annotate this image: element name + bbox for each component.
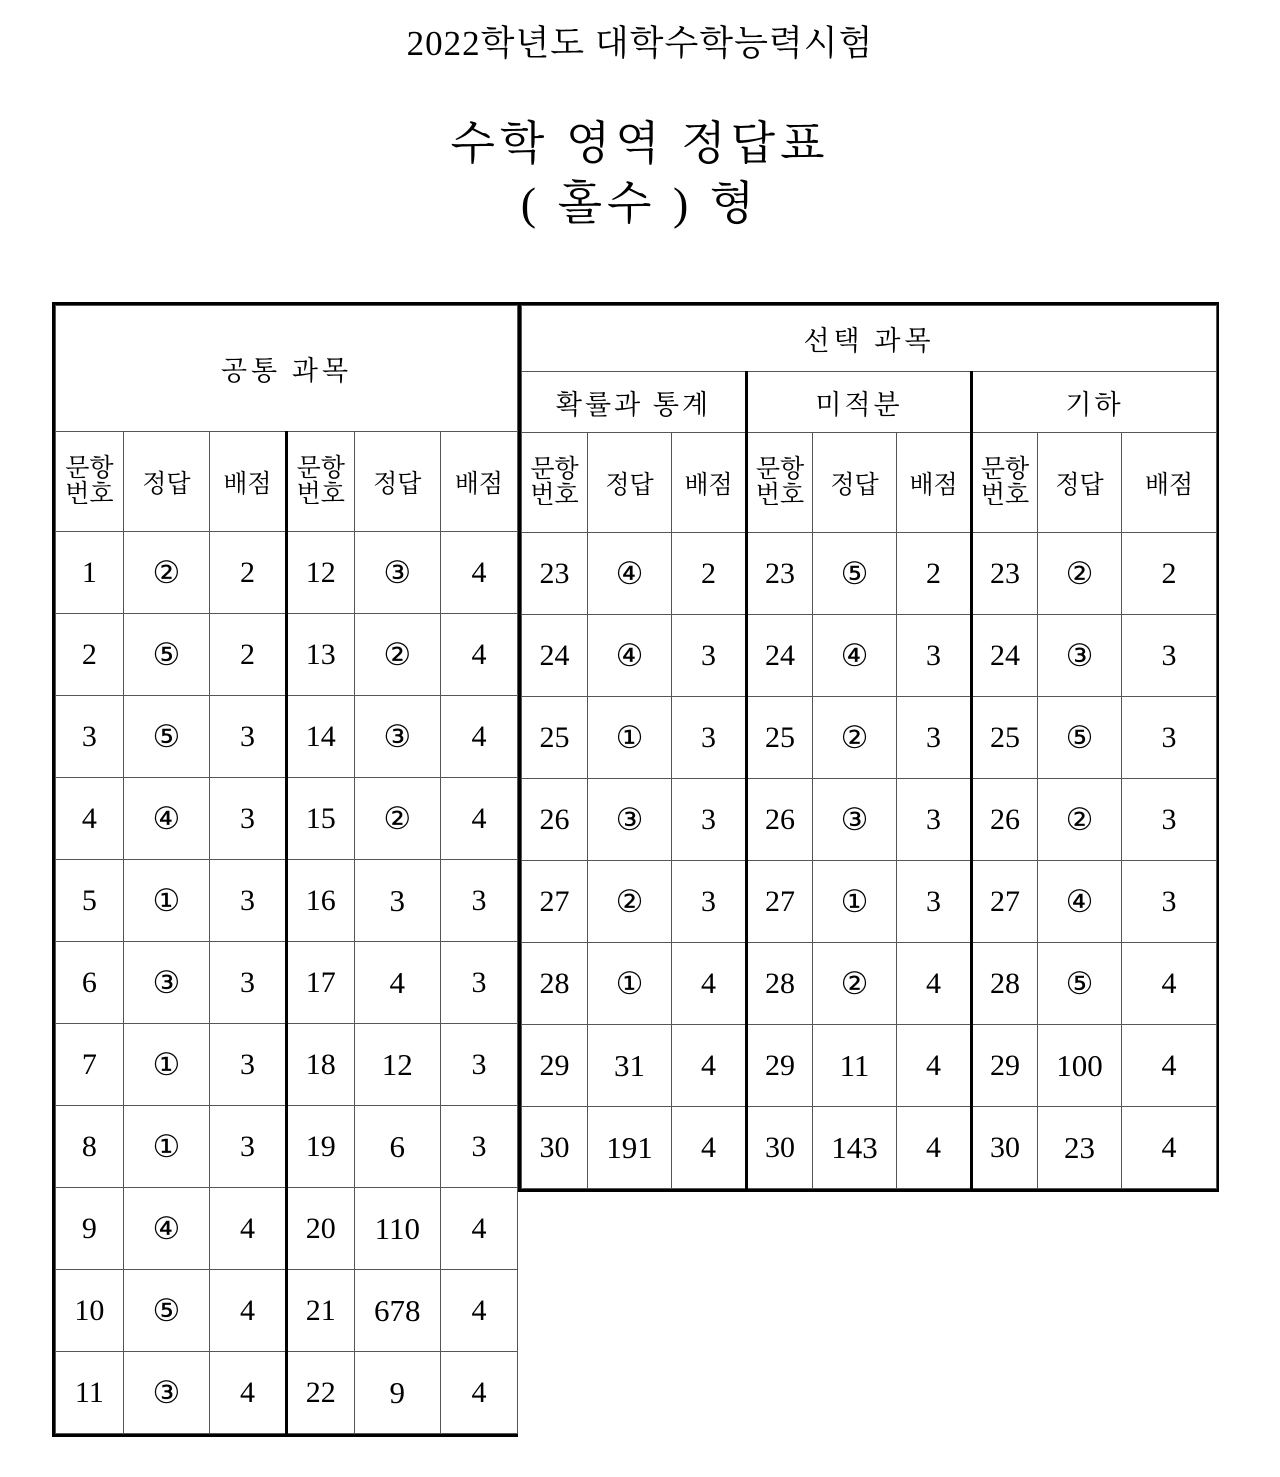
cell-question-number: 24	[972, 615, 1038, 697]
col-header-answer: 정답	[1038, 433, 1122, 533]
cell-score: 4	[440, 1188, 517, 1270]
cell-score: 2	[897, 533, 972, 615]
common-subjects-block	[52, 302, 518, 1437]
form-type-title: ( 홀수 ) 형	[520, 177, 760, 229]
col-header-score: 배점	[897, 433, 972, 533]
cell-score: 3	[209, 1024, 286, 1106]
cell-answer: ④	[588, 615, 672, 697]
cell-question-number: 9	[56, 1188, 124, 1270]
col-header-score: 배점	[1122, 433, 1217, 533]
cell-question-number: 11	[56, 1352, 124, 1434]
cell-answer: 9	[354, 1352, 440, 1434]
cell-answer: ①	[123, 860, 209, 942]
common-subjects-table	[55, 305, 518, 1434]
elective-table-body	[522, 533, 1217, 1189]
cell-score: 3	[440, 1106, 517, 1188]
cell-score: 4	[897, 1107, 972, 1189]
cell-score: 3	[672, 861, 747, 943]
cell-question-number: 22	[286, 1352, 354, 1434]
cell-question-number: 15	[286, 778, 354, 860]
elective-subjects-table	[521, 305, 1217, 1189]
cell-question-number: 23	[972, 533, 1038, 615]
cell-question-number: 29	[522, 1025, 588, 1107]
subject-header-geometry: 기하	[972, 372, 1217, 433]
col-header-number-line2: 번호	[755, 481, 805, 509]
table-row	[56, 696, 518, 778]
cell-answer: ①	[123, 1024, 209, 1106]
cell-question-number: 10	[56, 1270, 124, 1352]
col-header-number-line2: 번호	[65, 480, 114, 508]
cell-answer: ⑤	[123, 696, 209, 778]
exam-year-title: 2022학년도 대학수학능력시험	[406, 24, 874, 63]
cell-answer: ⑤	[813, 533, 897, 615]
col-header-number-line1: 문항	[296, 454, 345, 482]
cell-question-number: 25	[522, 697, 588, 779]
cell-answer: ①	[123, 1106, 209, 1188]
cell-answer: ④	[1038, 861, 1122, 943]
cell-question-number: 13	[286, 614, 354, 696]
elective-subjects-block	[518, 302, 1219, 1192]
cell-score: 4	[1122, 1025, 1217, 1107]
col-header-number	[522, 433, 588, 533]
cell-question-number: 30	[747, 1107, 813, 1189]
cell-score: 4	[897, 1025, 972, 1107]
cell-question-number: 25	[747, 697, 813, 779]
cell-score: 3	[209, 860, 286, 942]
cell-question-number: 12	[286, 532, 354, 614]
cell-answer: ⑤	[1038, 697, 1122, 779]
cell-answer: ④	[123, 778, 209, 860]
cell-question-number: 18	[286, 1024, 354, 1106]
table-row	[56, 1352, 518, 1434]
cell-answer: ③	[123, 942, 209, 1024]
col-header-answer: 정답	[123, 432, 209, 532]
cell-question-number: 4	[56, 778, 124, 860]
cell-score: 3	[672, 779, 747, 861]
cell-question-number: 6	[56, 942, 124, 1024]
col-header-answer: 정답	[813, 433, 897, 533]
cell-answer: ③	[588, 779, 672, 861]
cell-answer: ①	[588, 697, 672, 779]
subject-header-calculus: 미적분	[747, 372, 972, 433]
cell-score: 4	[209, 1270, 286, 1352]
col-header-answer: 정답	[588, 433, 672, 533]
cell-answer: ④	[813, 615, 897, 697]
title-block	[0, 0, 1280, 233]
cell-question-number: 8	[56, 1106, 124, 1188]
cell-score: 3	[897, 779, 972, 861]
cell-question-number: 27	[522, 861, 588, 943]
table-row	[522, 779, 1217, 861]
cell-question-number: 1	[56, 532, 124, 614]
table-row	[56, 778, 518, 860]
cell-question-number: 28	[522, 943, 588, 1025]
cell-answer: ④	[123, 1188, 209, 1270]
col-header-number	[286, 432, 354, 532]
cell-answer: 6	[354, 1106, 440, 1188]
cell-score: 3	[672, 615, 747, 697]
cell-question-number: 19	[286, 1106, 354, 1188]
table-row	[56, 1188, 518, 1270]
cell-question-number: 23	[522, 533, 588, 615]
cell-answer: 678	[354, 1270, 440, 1352]
col-header-number-line2: 번호	[296, 480, 345, 508]
col-header-score: 배점	[209, 432, 286, 532]
cell-answer: 100	[1038, 1025, 1122, 1107]
cell-question-number: 5	[56, 860, 124, 942]
cell-answer: ②	[1038, 533, 1122, 615]
cell-answer: ②	[123, 532, 209, 614]
table-row	[522, 615, 1217, 697]
cell-score: 3	[897, 697, 972, 779]
cell-question-number: 26	[522, 779, 588, 861]
cell-answer: ①	[588, 943, 672, 1025]
cell-answer: 191	[588, 1107, 672, 1189]
cell-score: 4	[440, 614, 517, 696]
cell-score: 4	[440, 696, 517, 778]
cell-score: 4	[440, 532, 517, 614]
col-header-number-line1: 문항	[980, 455, 1030, 483]
table-row	[522, 533, 1217, 615]
cell-question-number: 27	[972, 861, 1038, 943]
cell-answer: ③	[354, 696, 440, 778]
cell-answer: 3	[354, 860, 440, 942]
cell-score: 2	[209, 532, 286, 614]
table-row	[56, 614, 518, 696]
cell-score: 3	[1122, 615, 1217, 697]
table-row	[522, 861, 1217, 943]
common-table-body	[56, 532, 518, 1434]
cell-answer: ⑤	[123, 614, 209, 696]
cell-answer: 31	[588, 1025, 672, 1107]
cell-answer: 110	[354, 1188, 440, 1270]
cell-question-number: 27	[747, 861, 813, 943]
cell-question-number: 28	[747, 943, 813, 1025]
cell-question-number: 14	[286, 696, 354, 778]
cell-score: 4	[672, 1025, 747, 1107]
col-header-answer: 정답	[354, 432, 440, 532]
cell-answer: ②	[354, 778, 440, 860]
cell-score: 4	[440, 778, 517, 860]
cell-score: 3	[440, 860, 517, 942]
cell-score: 3	[440, 942, 517, 1024]
table-row	[522, 1025, 1217, 1107]
cell-answer: ②	[588, 861, 672, 943]
cell-question-number: 25	[972, 697, 1038, 779]
cell-score: 2	[672, 533, 747, 615]
cell-question-number: 24	[522, 615, 588, 697]
table-row	[56, 942, 518, 1024]
cell-question-number: 26	[747, 779, 813, 861]
cell-score: 3	[209, 696, 286, 778]
cell-score: 3	[1122, 779, 1217, 861]
cell-score: 4	[209, 1188, 286, 1270]
table-row	[56, 532, 518, 614]
cell-answer: ④	[588, 533, 672, 615]
answer-grid	[52, 302, 1219, 1437]
col-header-number-line1: 문항	[65, 454, 114, 482]
cell-answer: 11	[813, 1025, 897, 1107]
cell-answer: ②	[813, 943, 897, 1025]
cell-question-number: 28	[972, 943, 1038, 1025]
cell-answer: ⑤	[123, 1270, 209, 1352]
table-row	[522, 1107, 1217, 1189]
cell-score: 3	[897, 615, 972, 697]
cell-question-number: 2	[56, 614, 124, 696]
cell-answer: 12	[354, 1024, 440, 1106]
table-row	[522, 943, 1217, 1025]
cell-question-number: 17	[286, 942, 354, 1024]
cell-question-number: 30	[972, 1107, 1038, 1189]
table-row	[56, 1106, 518, 1188]
col-header-score: 배점	[672, 433, 747, 533]
cell-answer: ②	[1038, 779, 1122, 861]
cell-question-number: 16	[286, 860, 354, 942]
col-header-number-line2: 번호	[530, 481, 579, 509]
cell-score: 3	[1122, 861, 1217, 943]
cell-question-number: 29	[747, 1025, 813, 1107]
cell-score: 4	[209, 1352, 286, 1434]
cell-question-number: 26	[972, 779, 1038, 861]
elective-group-header: 선택 과목	[522, 306, 1217, 372]
cell-score: 4	[1122, 1107, 1217, 1189]
table-row	[56, 860, 518, 942]
table-row	[56, 1024, 518, 1106]
cell-score: 4	[440, 1270, 517, 1352]
cell-answer: 23	[1038, 1107, 1122, 1189]
cell-score: 4	[897, 943, 972, 1025]
cell-answer: ③	[354, 532, 440, 614]
cell-score: 3	[1122, 697, 1217, 779]
cell-score: 3	[209, 1106, 286, 1188]
cell-score: 3	[897, 861, 972, 943]
common-group-header: 공통 과목	[56, 306, 518, 432]
cell-score: 4	[672, 943, 747, 1025]
cell-question-number: 29	[972, 1025, 1038, 1107]
subject-header-probability-statistics: 확률과 통계	[522, 372, 747, 433]
cell-answer: ②	[813, 697, 897, 779]
cell-answer: ②	[354, 614, 440, 696]
cell-answer: ③	[813, 779, 897, 861]
col-header-number-line2: 번호	[980, 481, 1030, 509]
cell-score: 4	[440, 1352, 517, 1434]
cell-score: 4	[1122, 943, 1217, 1025]
cell-question-number: 3	[56, 696, 124, 778]
col-header-number	[972, 433, 1038, 533]
cell-question-number: 24	[747, 615, 813, 697]
table-row	[56, 1270, 518, 1352]
page-title: 수학 영역 정답표	[450, 117, 830, 169]
cell-question-number: 7	[56, 1024, 124, 1106]
answer-table-wrapper	[52, 302, 1219, 1437]
cell-question-number: 21	[286, 1270, 354, 1352]
cell-question-number: 30	[522, 1107, 588, 1189]
cell-score: 3	[440, 1024, 517, 1106]
col-header-score: 배점	[440, 432, 517, 532]
cell-answer: ③	[1038, 615, 1122, 697]
col-header-number	[747, 433, 813, 533]
cell-answer: 143	[813, 1107, 897, 1189]
col-header-number	[56, 432, 124, 532]
cell-answer: ③	[123, 1352, 209, 1434]
cell-question-number: 23	[747, 533, 813, 615]
cell-score: 4	[672, 1107, 747, 1189]
cell-score: 2	[209, 614, 286, 696]
cell-score: 3	[209, 778, 286, 860]
cell-answer: 4	[354, 942, 440, 1024]
col-header-number-line1: 문항	[530, 455, 579, 483]
col-header-number-line1: 문항	[755, 455, 805, 483]
cell-answer: ①	[813, 861, 897, 943]
cell-score: 2	[1122, 533, 1217, 615]
table-row	[522, 697, 1217, 779]
cell-question-number: 20	[286, 1188, 354, 1270]
cell-answer: ⑤	[1038, 943, 1122, 1025]
cell-score: 3	[209, 942, 286, 1024]
cell-score: 3	[672, 697, 747, 779]
